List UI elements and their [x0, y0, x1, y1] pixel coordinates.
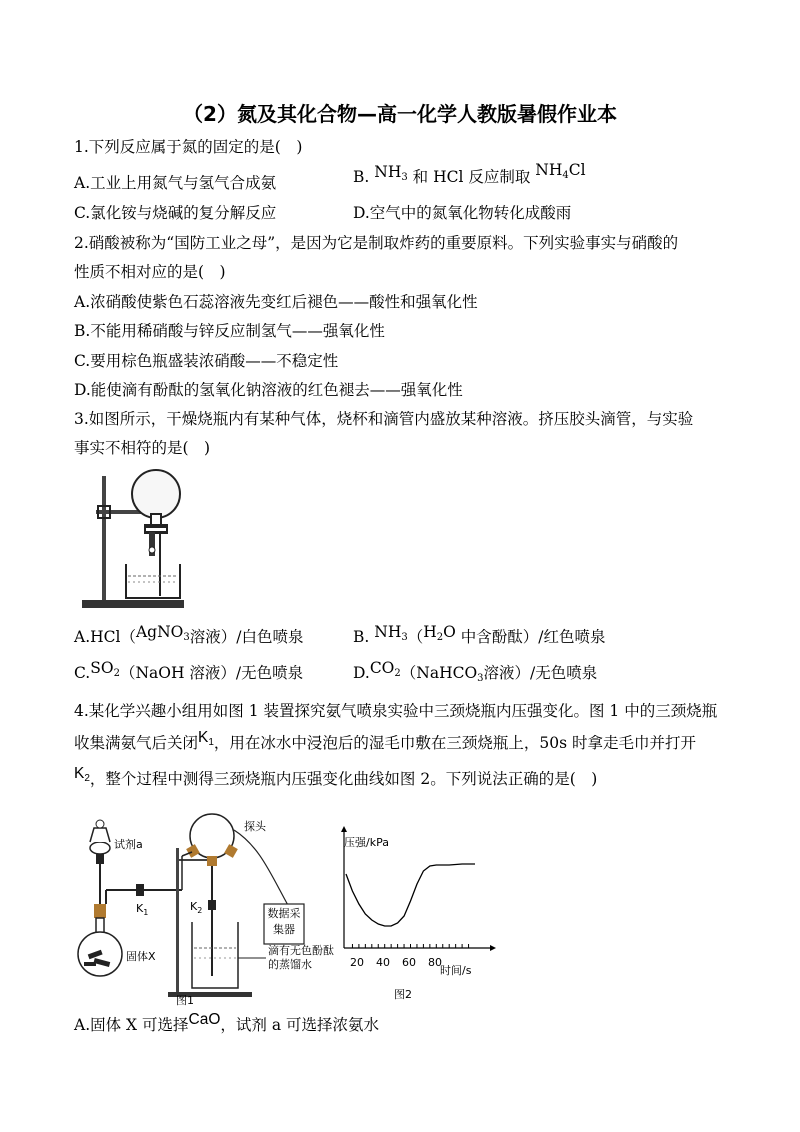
q4-line-1: 4.某化学兴趣小组用如图 1 装置探究氨气喷泉实验中三颈烧瓶内压强变化。图 1 中的三颈烧瓶	[74, 702, 718, 720]
q4-line-3: $K_2$，整个过程中测得三颈烧瓶内压强变化曲线如图 2。下列说法正确的是( )	[74, 765, 598, 788]
q3-option-b: B. $NH_3(H_2O$ 中含酚酞）/红色喷泉	[353, 623, 606, 646]
caption-fig2: 图2	[394, 988, 412, 1001]
q2-option-b: B.不能用稀硝酸与锌反应制氢气——强氧化性	[74, 322, 385, 340]
q3-option-d: $D.CO_2(NaHCO_3$溶液）/无色喷泉	[353, 659, 598, 684]
q3-stem-2: 事实不相符的是( )	[74, 439, 211, 457]
q1-option-c: C.氯化铵与烧碱的复分解反应	[74, 204, 277, 222]
caption-fig1: 图1	[176, 994, 194, 1007]
stand-base	[82, 600, 184, 608]
label-water-2: 的蒸馏水	[268, 958, 312, 971]
tick-40: 40	[376, 956, 390, 969]
q3-option-c: $C.SO_2(NaOH$ 溶液）/无色喷泉	[74, 659, 304, 682]
round-flask	[132, 470, 180, 518]
q2-option-a: A.浓硝酸使紫色石蕊溶液先变红后褪色——酸性和强氧化性	[74, 293, 478, 311]
q3-stem-1: 3.如图所示，干燥烧瓶内有某种气体，烧杯和滴管内盛放某种溶液。挤压胶头滴管，与实验	[74, 410, 694, 428]
y-axis-label: 压强/kPa	[344, 836, 389, 849]
label-solid-x: 固体X	[126, 950, 156, 963]
page-title: （2）氮及其化合物—高一化学人教版暑假作业本	[183, 102, 617, 126]
label-reagent-a: 试剂a	[114, 838, 143, 851]
label-probe: 探头	[244, 820, 266, 833]
q1-option-d: D.空气中的氮氧化物转化成酸雨	[353, 204, 572, 222]
pressure-curve	[346, 864, 475, 926]
q2-stem-1: 2.硝酸被称为“国防工业之母”，是因为它是制取炸药的重要原料。下列实验事实与硝酸的	[74, 234, 679, 252]
q2-option-d: D.能使滴有酚酞的氢氧化钠溶液的红色褪去——强氧化性	[74, 381, 463, 399]
q1-stem: 1.下列反应属于氮的固定的是( )	[74, 138, 303, 156]
fountain-apparatus-figure	[76, 466, 190, 612]
q2-option-c: C.要用棕色瓶盛装浓硝酸——不稳定性	[74, 352, 339, 370]
q1-option-a: A.工业上用氮气与氢气合成氨	[74, 174, 277, 192]
figure-1-apparatus	[72, 808, 334, 1008]
label-water: 滴有无色酚酞	[268, 944, 334, 957]
label-data-collector: 数据采集器	[267, 907, 301, 936]
q2-stem-2: 性质不相对应的是( )	[74, 263, 226, 281]
q3-option-a: A.HCl（AgNO$_3$溶液）/白色喷泉	[74, 623, 304, 646]
tick-80: 80	[428, 956, 442, 969]
label-k2: $K_2$	[190, 900, 203, 915]
q1-option-b: B. $NH_3$ 和 HCl 反应制取 $NH_4Cl$	[353, 161, 586, 186]
q4-option-a: A.固体 X 可选择CaO，试剂 a 可选择浓氨水	[74, 1011, 379, 1034]
q4-line-2: 收集满氨气后关闭$K_1$，用在冰水中浸泡后的湿毛巾敷在三颈烧瓶上，50s 时拿走毛巾并打开	[74, 729, 697, 752]
beaker	[126, 564, 180, 598]
x-axis-label: 时间/s	[440, 964, 472, 977]
figure-2-chart	[330, 826, 500, 1006]
tick-20: 20	[350, 956, 364, 969]
stand-rod	[102, 476, 106, 600]
tick-60: 60	[402, 956, 416, 969]
label-k1: $K_1$	[136, 902, 149, 917]
beaker-fig1	[192, 922, 238, 988]
